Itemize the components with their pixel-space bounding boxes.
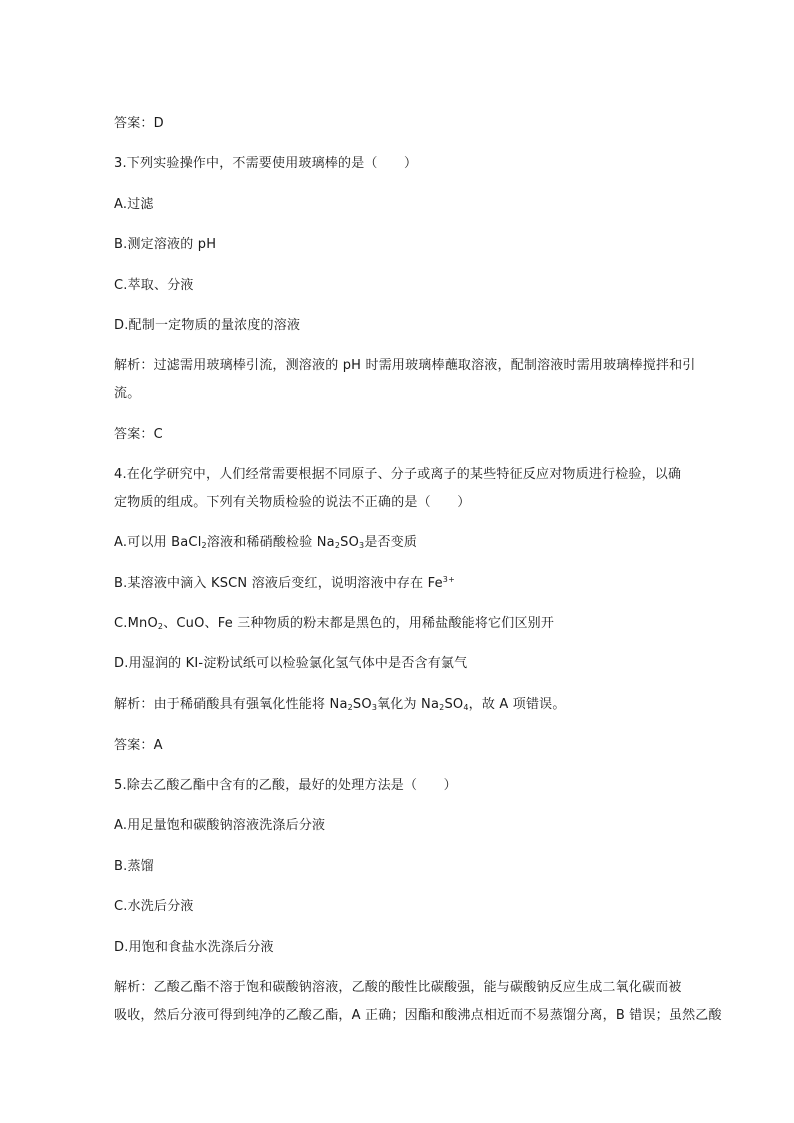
q2-answer: 答案：D	[114, 116, 164, 131]
q3-option-d: D.配制一定物质的量浓度的溶液	[114, 318, 301, 333]
q5-option-c: C.水洗后分液	[114, 899, 194, 914]
q5-option-d: D.用饱和食盐水洗涤后分液	[114, 940, 274, 955]
q3-option-b: B.测定溶液的 pH	[114, 237, 217, 252]
q4-option-a: A.可以用 BaCl$_2$溶液和稀硝酸检验 $Na_2SO_3$是否变质	[114, 535, 418, 550]
q4-stem-line2: 定物质的组成。下列有关物质检验的说法不正确的是（ ）	[114, 495, 471, 510]
q4-option-d: D.用湿润的 KI-淀粉试纸可以检验氯化氢气体中是否含有氯气	[114, 656, 468, 671]
q5-option-a: A.用足量饱和碳酸钠溶液洗涤后分液	[114, 818, 326, 833]
q3-option-a: A.过滤	[114, 197, 154, 212]
q5-analysis-line1: 解析：乙酸乙酯不溶于饱和碳酸钠溶液，乙酸的酸性比碳酸强，能与碳酸钠反应生成二氧化碳而被	[114, 980, 682, 995]
q3-analysis-line2: 流。	[114, 386, 141, 401]
q3-stem: 3.下列实验操作中，不需要使用玻璃棒的是（ ）	[114, 156, 418, 171]
q3-answer: 答案：C	[114, 427, 163, 442]
q5-analysis-line2: 吸收，然后分液可得到纯净的乙酸乙酯，A 正确；因酯和酸沸点相近而不易蒸馏分离，B 错误；虽然乙酸	[114, 1008, 722, 1023]
q4-analysis: 解析：由于稀硝酸具有强氧化性能将 $Na_2SO_3$氧化为 $Na_2SO_4$，故 A 项错误。	[114, 697, 566, 712]
q3-option-c: C.萃取、分液	[114, 278, 194, 293]
q4-option-c: C.MnO$_2$、CuO、Fe 三种物质的粉末都是黑色的，用稀盐酸能将它们区别开	[114, 616, 555, 631]
q4-stem-line1: 4.在化学研究中，人们经常需要根据不同原子、分子或离子的某些特征反应对物质进行检验，以确	[114, 467, 682, 482]
q4-answer: 答案：A	[114, 738, 163, 753]
q5-option-b: B.蒸馏	[114, 859, 154, 874]
q4-option-b: B.某溶液中滴入 KSCN 溶液后变红，说明溶液中存在 $Fe^{3+}$	[114, 575, 455, 591]
q3-analysis-line1: 解析：过滤需用玻璃棒引流，测溶液的 pH 时需用玻璃棒蘸取溶液，配制溶液时需用玻璃棒搅拌和引	[114, 358, 696, 373]
q5-stem: 5.除去乙酸乙酯中含有的乙酸，最好的处理方法是（ ）	[114, 778, 457, 793]
